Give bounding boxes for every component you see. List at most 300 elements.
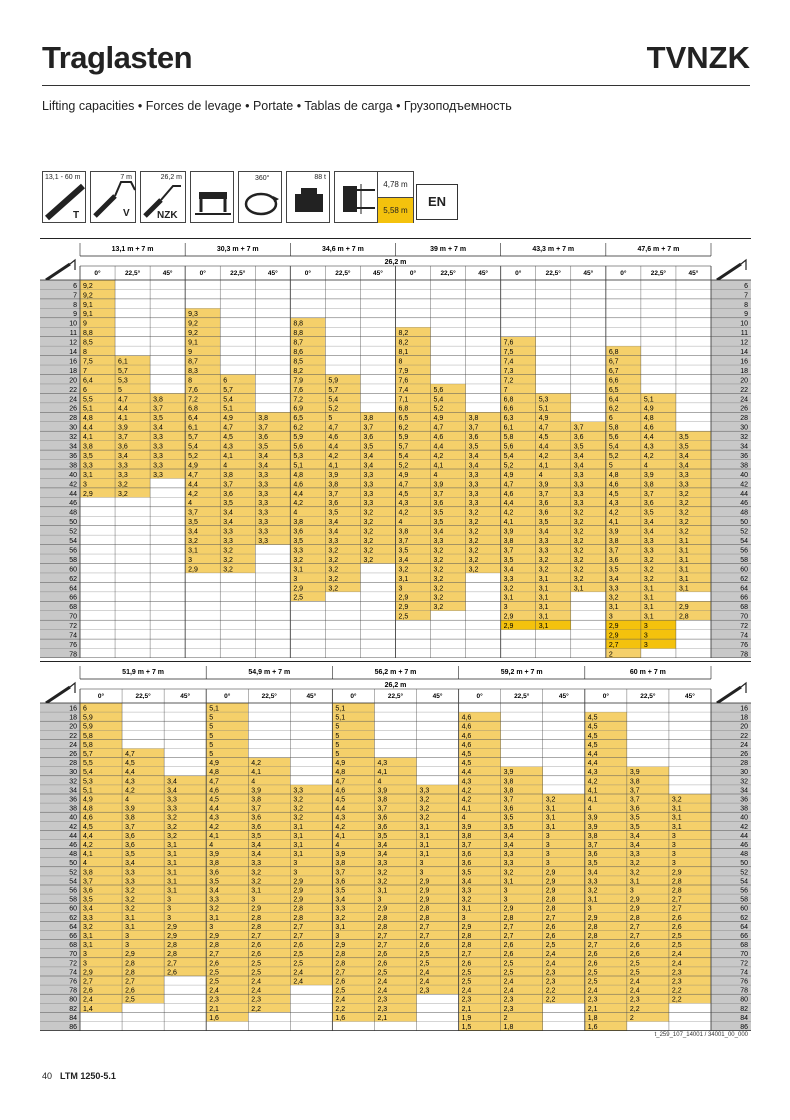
capacity-cell: 2,5 (209, 969, 219, 977)
capacity-cell: 3,1 (167, 842, 177, 849)
radius-label: 78 (740, 987, 748, 995)
capacity-cell: 3,9 (118, 424, 128, 432)
capacity-cell: 3,8 (223, 471, 233, 479)
capacity-cell: 2,7 (671, 896, 682, 904)
capacity-cell: 3,1 (538, 594, 549, 602)
capacity-cell: 3,7 (223, 481, 233, 489)
capacity-cell: 2,6 (251, 942, 262, 950)
capacity-cell: 4 (223, 462, 228, 470)
radius-label: 62 (69, 914, 77, 922)
capacity-cell: 3,2 (433, 604, 444, 612)
capacity-cell: 1,6 (587, 1024, 598, 1031)
capacity-cell: 2,6 (629, 942, 640, 950)
capacity-cell: 4,2 (335, 823, 346, 831)
capacity-cell: 2,3 (377, 1005, 388, 1013)
capacity-cell: 3,1 (538, 585, 549, 593)
angle-header: 22,5° (387, 693, 404, 700)
capacity-cell: 2,9 (503, 613, 514, 621)
radius-label: 86 (69, 1024, 77, 1031)
capacity-cell: 9,2 (188, 320, 198, 328)
capacity-cell: 3,6 (328, 500, 339, 508)
radius-label: 26 (69, 405, 77, 413)
capacity-cell: 9 (83, 320, 87, 328)
capacity-cell: 8,8 (293, 320, 304, 328)
capacity-cell: 1,6 (335, 1014, 346, 1022)
radius-label: 56 (740, 547, 748, 555)
capacity-cell: 2,2 (251, 1005, 262, 1013)
radius-label: 48 (69, 509, 77, 517)
capacity-cell: 3,3 (678, 481, 689, 489)
capacity-cell: 2,5 (293, 594, 304, 602)
radius-label: 70 (740, 613, 748, 621)
capacity-cell: 3,2 (328, 556, 339, 564)
capacity-cell: 2,6 (629, 951, 640, 959)
capacity-cell: 2,3 (209, 996, 219, 1004)
capacity-cell: 4,5 (461, 751, 472, 758)
radius-label: 38 (69, 462, 77, 470)
capacity-cell: 3,1 (209, 914, 219, 922)
capacity-cell: 3,2 (545, 796, 556, 804)
capacity-cell: 4,4 (83, 832, 93, 840)
capacity-cell: 3,4 (468, 462, 479, 470)
capacity-cell: 3,4 (258, 452, 269, 460)
nzk-jib-icon (140, 171, 186, 223)
jib-length-icon (90, 171, 136, 223)
angle-header: 0° (476, 693, 483, 700)
capacity-cell: 3,4 (503, 842, 514, 849)
capacity-cell: 3,2 (118, 481, 128, 489)
capacity-cell: 6,7 (608, 367, 619, 375)
capacity-cell: 6,6 (503, 405, 514, 413)
capacity-cell: 2,4 (251, 987, 262, 995)
capacity-cell: 2,4 (419, 969, 430, 977)
capacity-cell: 3,2 (608, 594, 619, 602)
capacity-cell: 3,7 (188, 509, 198, 517)
capacity-cell: 4,3 (398, 500, 409, 508)
capacity-cell: 6 (83, 386, 87, 394)
capacity-cell: 3,2 (167, 823, 177, 831)
capacity-cell: 3 (419, 869, 424, 877)
capacity-cell: 2,9 (419, 878, 430, 886)
capacity-cell: 4,1 (251, 769, 262, 777)
capacity-cell: 2,7 (251, 933, 262, 940)
radius-label: 72 (69, 960, 77, 968)
capacity-cell: 4,2 (125, 787, 135, 795)
capacity-cell: 3,2 (629, 860, 640, 868)
capacity-cell: 3,3 (538, 538, 549, 545)
angle-header: 22,5° (514, 693, 530, 700)
capacity-cell: 5,3 (118, 377, 128, 385)
radius-label: 70 (69, 613, 77, 621)
capacity-cell: 4,9 (643, 405, 654, 413)
boom-combination-label: 60 m + 7 m (629, 669, 666, 676)
radius-label: 6 (744, 282, 748, 290)
capacity-cell: 3,9 (503, 528, 514, 536)
drawing-reference: t_259_107_14001 / 34001_00_000 (654, 1032, 748, 1038)
radius-label: 36 (69, 452, 77, 460)
capacity-cell: 3,4 (643, 528, 654, 536)
capacity-cell: 4,4 (328, 443, 339, 451)
capacity-cell: 2,4 (545, 951, 556, 959)
capacity-cell: 3,2 (251, 869, 262, 877)
capacity-cell: 8,7 (293, 339, 304, 347)
radius-label: 70 (740, 951, 748, 959)
boom-combination-label: 56,2 m + 7 m (374, 669, 417, 676)
capacity-cell: 4,5 (83, 823, 93, 831)
capacity-cell: 5,8 (608, 424, 619, 432)
capacity-cell: 3,2 (433, 585, 444, 593)
capacity-cell: 3,1 (167, 860, 177, 868)
capacity-cell: 2,6 (419, 942, 430, 950)
capacity-cell: 2,1 (209, 1005, 219, 1013)
radius-label: 76 (740, 978, 748, 986)
capacity-cell: 4,6 (643, 424, 654, 432)
angle-header: 22,5° (545, 270, 561, 277)
angle-header: 45° (162, 270, 173, 277)
page-title: Traglasten (42, 40, 193, 75)
capacity-cell: 3,5 (503, 814, 514, 822)
capacity-cell: 3,2 (573, 538, 584, 545)
capacity-cell: 4,7 (223, 424, 233, 432)
capacity-cell: 3,8 (209, 860, 219, 868)
capacity-cell: 2,3 (461, 996, 472, 1004)
capacity-cell: 3,8 (643, 481, 654, 489)
radius-label: 32 (740, 778, 748, 786)
boom-combination-label: 59,2 m + 7 m (500, 669, 543, 676)
capacity-cell: 3,2 (335, 914, 346, 922)
capacity-cell: 3 (293, 575, 298, 583)
capacity-cell: 3,2 (209, 905, 219, 913)
capacity-cell: 2,7 (209, 951, 219, 959)
nzk-sub-label: NZK (157, 210, 178, 221)
radius-label: 22 (740, 386, 748, 394)
radius-label: 18 (740, 714, 748, 722)
capacity-cell: 3,9 (335, 851, 346, 859)
capacity-cell: 1,9 (461, 1014, 472, 1022)
angle-header: 0° (224, 693, 231, 700)
capacity-cell: 4,1 (433, 462, 444, 470)
capacity-cell: 2,4 (83, 996, 93, 1004)
capacity-cell: 3,2 (461, 896, 472, 904)
capacity-cell: 4,5 (608, 490, 619, 498)
capacity-cell: 3,4 (363, 462, 374, 470)
radius-label: 48 (69, 851, 77, 859)
capacity-cell: 4,5 (209, 796, 219, 804)
capacity-cell: 3,2 (468, 519, 479, 527)
capacity-cell: 3,1 (643, 594, 654, 602)
capacity-cell: 2,4 (671, 960, 682, 968)
capacity-cell: 8 (188, 377, 193, 385)
capacity-cell: 3,8 (587, 832, 598, 840)
capacity-cell: 2,2 (671, 987, 682, 995)
capacity-cell: 4,2 (461, 796, 472, 804)
boom-combination-label: 43,3 m + 7 m (532, 246, 575, 253)
capacity-cell: 3,7 (377, 805, 388, 813)
capacity-cell: 5,4 (433, 396, 444, 404)
capacity-cell: 3,6 (251, 814, 262, 822)
capacity-cell: 2,6 (377, 951, 388, 959)
capacity-cell: 2 (503, 1014, 508, 1022)
capacity-cell: 5 (209, 741, 214, 749)
capacity-cell: 3,1 (125, 914, 135, 922)
capacity-cell: 4,7 (433, 424, 444, 432)
capacity-cell: 4,1 (587, 796, 598, 804)
capacity-cell: 4,4 (335, 805, 346, 813)
capacity-cell: 4,5 (587, 741, 598, 749)
capacity-cell: 4,3 (223, 443, 233, 451)
capacity-cell: 4,4 (461, 769, 472, 777)
capacity-cell: 3,1 (538, 613, 549, 621)
capacity-cell: 3,6 (363, 434, 374, 442)
capacity-cell: 3,1 (419, 851, 430, 859)
capacity-cell: 3,6 (118, 443, 128, 451)
capacity-cell: 8 (398, 358, 403, 366)
capacity-cell: 5,8 (503, 434, 514, 442)
radius-label: 11 (69, 330, 77, 338)
radius-label: 7 (744, 292, 748, 300)
capacity-cell: 3,1 (188, 547, 198, 555)
capacity-cell: 3,3 (363, 471, 374, 479)
capacity-cell: 2,5 (461, 978, 472, 986)
radius-label: 24 (740, 741, 748, 749)
capacity-cell: 3,1 (678, 547, 689, 555)
capacity-cell: 5 (209, 714, 214, 722)
radius-label: 30 (740, 424, 748, 432)
capacity-cell: 5 (209, 723, 214, 731)
config-icons (42, 171, 462, 223)
capacity-cell: 2,8 (293, 905, 304, 913)
capacity-cell: 4,1 (335, 832, 346, 840)
capacity-cell: 3,1 (167, 878, 177, 886)
capacity-cell: 4,6 (328, 434, 339, 442)
capacity-cell: 4,3 (643, 443, 654, 451)
capacity-cell: 2,8 (678, 613, 689, 621)
capacity-cell: 3 (167, 905, 172, 913)
capacity-cell: 3,2 (223, 566, 233, 574)
slew-icon (238, 171, 282, 223)
capacity-cell: 4,6 (335, 787, 346, 795)
capacity-cell: 9 (188, 349, 193, 356)
radius-label: 44 (740, 832, 748, 840)
capacity-cell: 3 (125, 942, 129, 950)
capacity-cell: 3,3 (335, 905, 346, 913)
capacity-cell: 6,2 (608, 405, 619, 413)
capacity-cell: 3 (671, 832, 676, 840)
radius-label: 82 (69, 1005, 77, 1013)
capacity-cell: 3,5 (398, 547, 409, 555)
capacity-cell: 8,2 (398, 339, 409, 347)
capacity-cell: 3,6 (538, 509, 549, 517)
capacity-cell: 4,4 (125, 769, 135, 777)
capacity-cell: 3,9 (209, 851, 219, 859)
radius-label: 76 (69, 641, 77, 649)
capacity-cell: 2,7 (545, 914, 556, 922)
capacity-cell: 3,2 (125, 905, 135, 913)
capacity-cell: 4,5 (223, 434, 233, 442)
capacity-cell: 4,8 (83, 805, 93, 813)
angle-header: 45° (583, 270, 594, 277)
capacity-cell: 3,3 (363, 481, 374, 489)
capacity-cell: 4,6 (461, 732, 472, 740)
capacity-cell: 5,2 (503, 462, 514, 470)
capacity-cell: 3,2 (468, 538, 479, 545)
capacity-cell: 6,3 (503, 415, 514, 423)
radius-label: 68 (69, 942, 77, 950)
capacity-cell: 2,9 (419, 887, 430, 895)
capacity-cell: 5,8 (83, 732, 93, 740)
boom-combination-label: 34,6 m + 7 m (321, 246, 364, 253)
capacity-cell: 3,8 (629, 778, 640, 786)
capacity-cell: 3 (83, 951, 87, 959)
capacity-cell: 3,1 (293, 832, 304, 840)
capacity-cell: 4,7 (335, 778, 346, 786)
capacity-cell: 3,2 (643, 575, 654, 583)
capacity-cell: 3,4 (461, 878, 472, 886)
capacity-cell: 4 (538, 471, 543, 479)
main-boom-sub-label: T (73, 210, 80, 221)
angle-header: 22,5° (230, 270, 246, 277)
capacity-cell: 3,2 (503, 585, 514, 593)
capacity-cell: 6,1 (188, 424, 198, 432)
capacity-cell: 3,9 (587, 823, 598, 831)
angle-header: 0° (350, 693, 357, 700)
capacity-cell: 3,6 (125, 842, 135, 849)
capacity-cell: 2,5 (461, 969, 472, 977)
radius-label: 60 (69, 905, 77, 913)
capacity-cell: 3,5 (643, 509, 654, 517)
radius-label: 9 (73, 311, 77, 319)
radius-label: 30 (69, 424, 77, 432)
capacity-cell: 3,3 (125, 878, 135, 886)
capacity-cell: 3,2 (433, 566, 444, 574)
capacity-cell: 4,8 (335, 769, 346, 777)
capacity-cell: 5,5 (83, 396, 93, 404)
capacity-cell: 3,7 (398, 538, 409, 545)
capacity-cell: 7 (83, 367, 87, 375)
radius-label: 42 (740, 481, 748, 489)
capacity-cell: 2,9 (83, 490, 93, 498)
capacity-cell: 4,7 (398, 481, 409, 489)
radius-label: 66 (69, 594, 77, 602)
radius-label: 38 (740, 805, 748, 813)
capacity-cell: 2,8 (545, 905, 556, 913)
capacity-cell: 3,2 (363, 556, 374, 564)
capacity-cell: 3,2 (468, 509, 479, 517)
capacity-cell: 3,9 (461, 823, 472, 831)
capacity-cell: 2,9 (398, 604, 409, 612)
capacity-cell: 3,6 (608, 556, 619, 564)
capacity-cell: 6,1 (118, 358, 128, 366)
capacity-cell: 4,7 (125, 751, 135, 758)
capacity-cell: 4,9 (335, 760, 346, 768)
capacity-cell: 3,4 (118, 452, 128, 460)
capacity-cell: 2,8 (377, 923, 388, 931)
radius-label: 64 (69, 923, 77, 931)
capacity-cell: 2,5 (503, 960, 514, 968)
capacity-cell: 3,4 (377, 842, 388, 849)
angle-header: 22,5° (261, 693, 277, 700)
capacity-cell: 3,2 (188, 538, 198, 545)
capacity-cell: 4,2 (398, 509, 409, 517)
capacity-cell: 3,3 (468, 490, 479, 498)
capacity-cell: 3,1 (671, 814, 682, 822)
radius-label: 64 (69, 585, 77, 593)
radius-label: 24 (740, 396, 748, 404)
capacity-cell: 4,4 (209, 805, 219, 813)
capacity-cell: 2,4 (377, 978, 388, 986)
capacity-cell: 2,6 (83, 987, 93, 995)
capacity-cell: 2,9 (608, 623, 619, 631)
capacity-cell: 9,2 (83, 282, 93, 290)
capacity-cell: 4,4 (83, 424, 93, 432)
capacity-cell: 2,6 (167, 969, 177, 977)
capacity-cell: 3,3 (377, 860, 388, 868)
capacity-cell: 3,1 (335, 923, 346, 931)
capacity-cell: 3,4 (433, 528, 444, 536)
capacity-cell: 8,8 (83, 330, 93, 338)
capacity-cell: 3,2 (678, 509, 689, 517)
radius-label: 58 (740, 556, 748, 564)
capacity-cell: 4,1 (328, 462, 339, 470)
capacity-cell: 3 (643, 632, 648, 640)
capacity-cell: 4 (587, 805, 592, 813)
capacity-cell: 3,5 (258, 443, 269, 451)
capacity-cell: 5,8 (83, 741, 93, 749)
capacity-cell: 5,6 (293, 443, 304, 451)
capacity-cell: 3,1 (83, 933, 93, 940)
radius-label: 50 (740, 519, 748, 527)
capacity-cell: 7,2 (503, 377, 514, 385)
capacity-cell: 2 (608, 651, 613, 658)
capacity-cell: 3,2 (433, 556, 444, 564)
capacity-cell: 3 (377, 896, 382, 904)
capacity-cell: 3,3 (118, 462, 128, 470)
capacity-cell: 2,4 (335, 996, 346, 1004)
capacity-cell: 4,1 (538, 462, 549, 470)
capacity-cell: 5,6 (433, 386, 444, 394)
capacity-cell: 3,2 (573, 547, 584, 555)
capacity-cell: 3,2 (293, 814, 304, 822)
capacity-cell: 3,8 (258, 415, 269, 423)
radius-label: 32 (740, 434, 748, 442)
capacity-cell: 2,5 (545, 942, 556, 950)
capacity-cell: 3,2 (538, 556, 549, 564)
radius-label: 44 (740, 490, 748, 498)
capacity-cell: 2,7 (125, 978, 135, 986)
radius-label: 56 (69, 547, 77, 555)
page-number: 40 (42, 1071, 53, 1081)
capacity-cell: 3,6 (209, 869, 219, 877)
capacity-cell: 4,1 (608, 519, 619, 527)
angle-header: 22,5° (135, 693, 151, 700)
capacity-cell: 3 (335, 933, 340, 940)
capacity-cell: 5,1 (538, 405, 549, 413)
radius-label: 82 (740, 1005, 748, 1013)
capacity-cell: 4,8 (83, 415, 93, 423)
capacity-cell: 3,5 (433, 519, 444, 527)
capacity-cell: 1,5 (461, 1024, 472, 1031)
radius-label: 26 (69, 751, 77, 758)
capacity-cell: 6,1 (503, 424, 514, 432)
capacity-cell: 6,5 (398, 415, 409, 423)
capacity-cell: 3,2 (328, 585, 339, 593)
radius-label: 14 (69, 349, 77, 356)
capacity-cell: 3 (419, 860, 424, 868)
capacity-cell: 2,8 (167, 951, 177, 959)
radius-label: 62 (740, 575, 748, 583)
radius-label: 18 (740, 367, 748, 375)
capacity-cell: 3,2 (573, 528, 584, 536)
